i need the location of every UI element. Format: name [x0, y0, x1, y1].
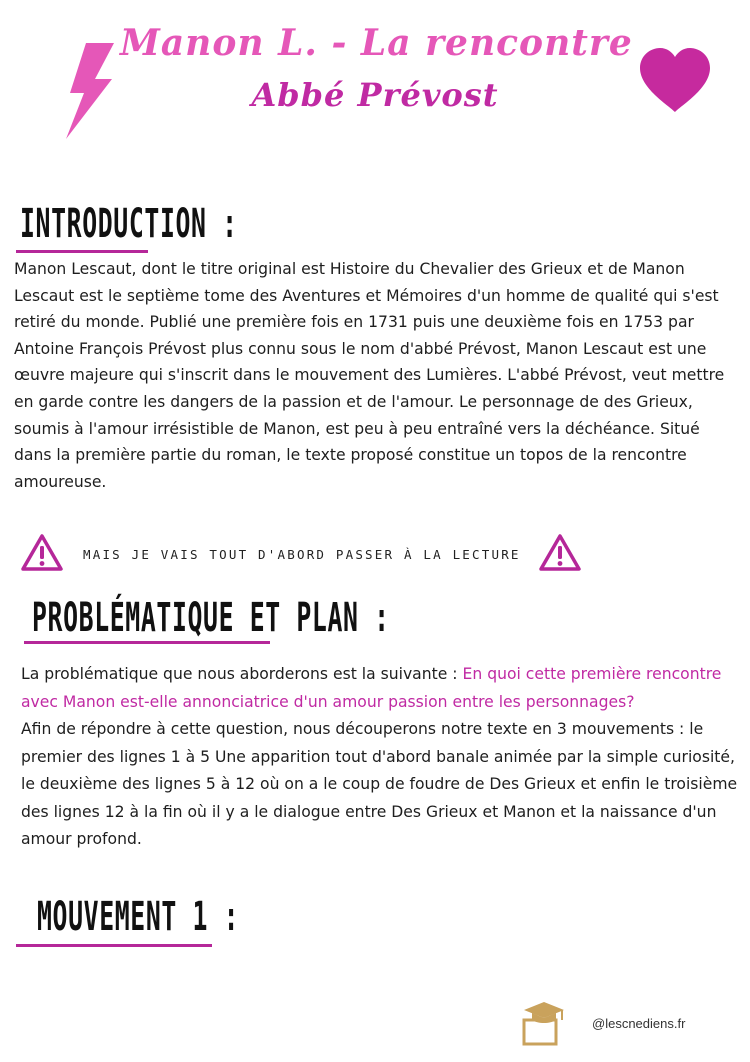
- page-title: Manon L. - La rencontre: [120, 22, 633, 64]
- warning-icon: [20, 533, 64, 573]
- introduction-underline: [16, 250, 148, 253]
- warning-icon: [538, 533, 582, 573]
- mouvement-heading: MOUVEMENT 1 :: [37, 894, 240, 940]
- problematique-intro: La problématique que nous aborderons est la suivante :: [21, 665, 463, 683]
- problematique-question: En quoi cette première rencontre avec Manon est-elle annonciatrice d'un amour passion entre les personnages?: [21, 665, 722, 711]
- introduction-heading: INTRODUCTION :: [20, 201, 238, 247]
- problematique-underline: [24, 641, 270, 644]
- social-handle: @lescnediens.fr: [592, 1016, 686, 1031]
- problematique-heading: PROBLÉMATIQUE ET PLAN :: [32, 595, 390, 641]
- heart-icon: [638, 48, 712, 114]
- introduction-paragraph: Manon Lescaut, dont le titre original est Histoire du Chevalier des Grieux et de Manon Lescaut est le septième tome des Aventures et Mémoires d'un homme de qualité qui s'est retiré du monde. Publié une première fois en 1731 puis une deuxième fois en 1753 par Antoine François Prévost plus connu sous le nom d'abbé Prévost, Manon Lescaut est une œuvre majeure qui s'inscrit dans le mouvement des Lumières. L'abbé Prévost, veut mettre en garde contre les dangers de la passion et de l'amour. Le personnage de des Grieux, soumis à l'amour irrésistible de Manon, est peu à peu entraîné vers la déchéance. Situé dans la première partie du roman, le texte proposé constitue un topos de la rencontre amoureuse.: [14, 260, 725, 491]
- mouvement-underline: [16, 944, 212, 947]
- lightning-bolt-icon: [62, 43, 118, 139]
- plan-paragraph: Afin de répondre à cette question, nous découperons notre texte en 3 mouvements : le premier des lignes 1 à 5 Une apparition tout d'abord banale animée par la simple curiosité, le deuxième des lignes 5 à 12 où on a le coup de foudre de Des Grieux et enfin le troisième des lignes 12 à la fin où il y a le dialogue entre Des Grieux et Manon et la naissance d'un amour profond.: [21, 720, 738, 848]
- reading-banner: MAIS JE VAIS TOUT D'ABORD PASSER À LA LECTURE: [83, 547, 521, 562]
- problematique-paragraph: [21, 661, 739, 854]
- graduation-computer-icon: [520, 1000, 568, 1048]
- page-subtitle-author: Abbé Prévost: [251, 76, 499, 114]
